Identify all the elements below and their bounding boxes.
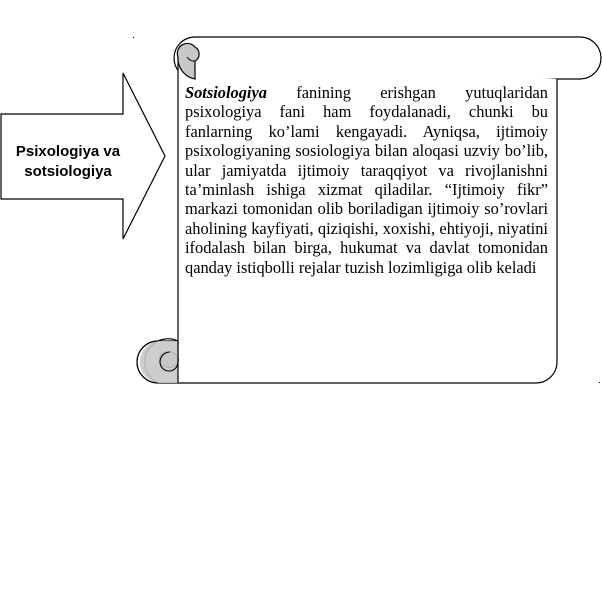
corner-dot-right	[599, 382, 600, 383]
scroll-text-body: fanining erishgan yutuqlaridan psixologiya fani ham foydalanadi, chunki bu fanlarning ko’lami kengayadi. Ayniqsa, ijtimoiy psixologiyaning sosiologiya bilan aloqasi uzviy bo’lib, ular jamiyatda ijtimoiy taraqqiyot va rivojlanishni ta’minlash ishiga xizmat qiladilar. “Ijtimoiy fikr” markazi tomonidan olib boriladigan ijtimoiy so’rovlari aholining kayfiyati, qiziqishi, xoxishi, ehtiyoji, niyatini ifodalash bilan birga, hukumat va davlat tomonidan qanday istiqbolli rejalar tuzish lozimligiga olib keladi	[185, 83, 548, 277]
arrow-label-line2: sotsiologiya	[24, 163, 112, 180]
scroll-text	[185, 83, 548, 277]
corner-dot-top	[133, 37, 134, 38]
scroll-text-lead: Sotsiologiya	[185, 83, 267, 102]
arrow-label-line1: Psixologiya va	[15, 143, 121, 160]
arrow-label	[4, 142, 132, 182]
